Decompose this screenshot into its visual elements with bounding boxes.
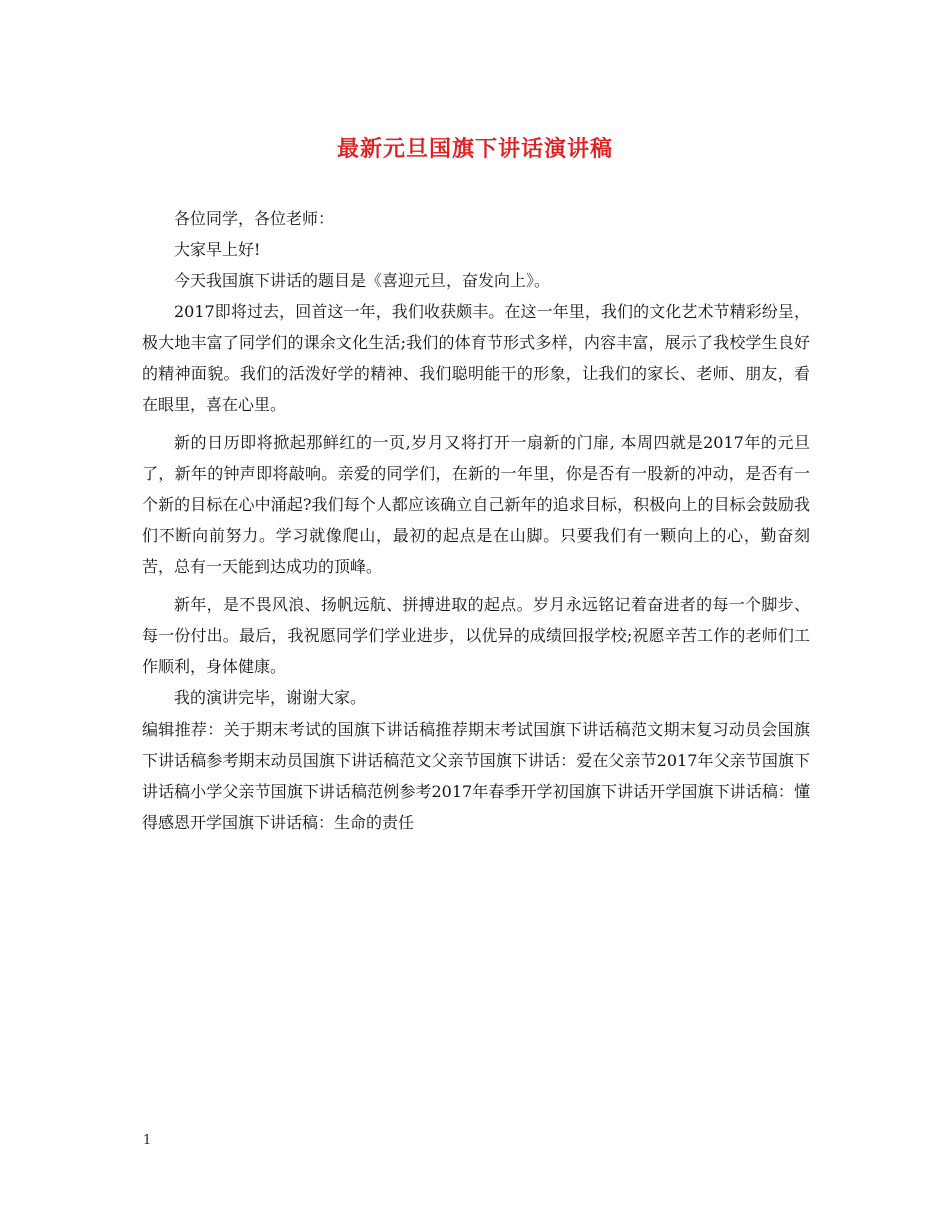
closing-paragraph: 我的演讲完毕，谢谢大家。 — [174, 688, 367, 707]
document-body — [142, 203, 810, 838]
new-year-paragraph: 新的日历即将掀起那鲜红的一页,岁月又将打开一扇新的门扉, 本周四就是2017年的元旦了，新年的钟声即将敲响。亲爱的同学们，在新的一年里，你是否有一股新的冲动，是否有一个新的目标在心中涌起?我们每个人都应该确立自己新年的追求目标，积极向上的目标会鼓励我们不断向前努力。学习就像爬山，最初的起点是在山脚。只要我们有一颗向上的心，勤奋刻苦，总有一天能到达成功的顶峰。 — [142, 433, 810, 576]
page-number: 1 — [143, 1133, 152, 1148]
review-paragraph: 2017即将过去，回首这一年，我们收获颇丰。在这一年里，我们的文化艺术节精彩纷呈，极大地丰富了同学们的课余文化生活;我们的体育节形式多样，内容丰富，展示了我校学生良好的精神面貌。我们的活泼好学的精神、我们聪明能干的形象，让我们的家长、老师、朋友，看在眼里，喜在心里。 — [142, 302, 810, 414]
document-title: 最新元旦国旗下讲话演讲稿 — [336, 136, 613, 162]
topic-paragraph: 今天我国旗下讲话的题目是《喜迎元旦，奋发向上》。 — [174, 271, 551, 290]
greeting-paragraph: 各位同学，各位老师： — [174, 209, 335, 228]
editor-recommendation: 编辑推荐：关于期末考试的国旗下讲话稿推荐期末考试国旗下讲话稿范文期末复习动员会国旗下讲话稿参考期末动员国旗下讲话稿范文父亲节国旗下讲话：爱在父亲节2017年父亲节国旗下讲话稿小学父亲节国旗下讲话稿范例参考2017年春季开学初国旗下讲话开学国旗下讲话稿：懂得感恩开学国旗下讲话稿：生命的责任 — [142, 720, 810, 832]
wishes-paragraph: 新年，是不畏风浪、扬帆远航、拼搏进取的起点。岁月永远铭记着奋进者的每一个脚步、每一份付出。最后，我祝愿同学们学业进步，以优异的成绩回报学校;祝愿辛苦工作的老师们工作顺利，身体健康。 — [142, 595, 810, 676]
morning-paragraph: 大家早上好! — [174, 240, 261, 259]
